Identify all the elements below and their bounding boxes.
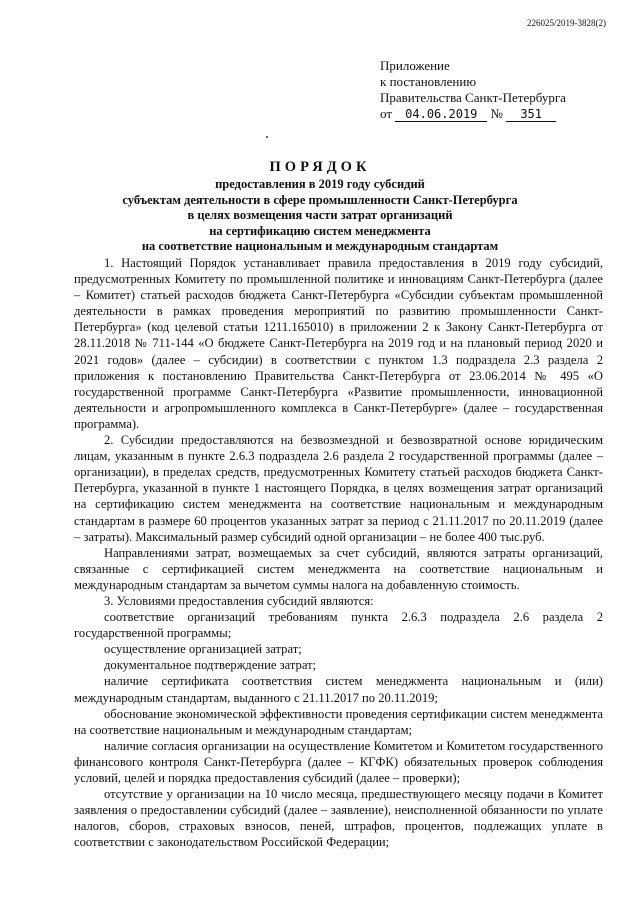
paragraph-11: отсутствие у организации на 10 число месяца, предшествующего месяцу подачи в Комитет заявления о предоставлении субсидий (далее – заявление), неисполненной обязанности по уплате налогов, сборов, страховых взносов, пеней, штрафов, процентов, подлежащих уплате в соответствии с законодательством Российской Федерации; [74, 787, 603, 850]
title-sub-line-5: на соответствие национальным и международным стандартам [141, 239, 499, 253]
paragraph-3: Направлениями затрат, возмещаемых за счет субсидий, являются затраты организаций, связанные с сертификацией систем менеджмента на соответствие национальным и международным стандартам за вычетом суммы налога на добавленную стоимость. [74, 545, 603, 592]
paragraph-5: соответствие организаций требованиям пункта 2.6.3 подраздела 2.6 раздела 2 государственной программы; [74, 610, 603, 641]
paragraph-10: наличие согласия организации на осуществление Комитетом и Комитетом государственного финансового контроля Санкт-Петербурга (далее – КГФК) обязательных проверок соблюдения условий, целей и порядка предоставления субсидий (далее – проверки); [74, 738, 603, 785]
title-sub-line-2: субъектам деятельности в сфере промышленности Санкт-Петербурга [122, 192, 518, 207]
decree-date: 04.06.2019 [395, 107, 487, 122]
paragraph-6: осуществление организацией затрат; [104, 642, 302, 657]
title-main: ПОРЯДОК [269, 159, 371, 175]
paragraph-1: 1. Настоящий Порядок устанавливает правила предоставления в 2019 году субсидий, предусмотренных Комитету по промышленной политике и инновациям Санкт-Петербурга (далее – Комитет) статьей расходов бюджета Санкт-Петербурга «Субсидии субъектам промышленной деятельности в рамках проведения мероприятий по развитию промышленности Санкт-Петербурга» (код целевой статьи 1211.165010) в приложении 2 к Закону Санкт-Петербурга от 28.11.2018 № 711-144 «О бюджете Санкт-Петербурга на 2019 год и на плановый период 2020 и 2021 годов» (далее – субсидии) в соответствии с пунктом 1.3 подраздела 2.3 раздела 2 приложения к постановлению Правительства Санкт-Петербурга от 23.06.2014 № 495 «О государственной программе Санкт-Петербурга «Развитие промышленности, инновационной деятельности и агропромышленного комплекса в Санкт-Петербурге» (далее – государственная программа). [74, 256, 603, 431]
document-body [74, 255, 603, 850]
appendix-line-1: Приложение [380, 58, 450, 73]
paragraph-7: документальное подтверждение затрат; [104, 658, 317, 673]
title-sub-line-3: в целях возмещения части затрат организаций [187, 208, 453, 222]
appendix-line-2: к постановлению [380, 74, 477, 89]
document-number: 226025/2019-3828(2) [527, 18, 606, 28]
paragraph-9: обоснование экономической эффективности проведения сертификации систем менеджмента на соответствие национальным и международным стандартам; [74, 706, 603, 737]
title-sub-line-4: на сертификацию систем менеджмента [209, 223, 431, 238]
number-prefix: № [490, 106, 503, 121]
date-prefix: от [380, 106, 393, 121]
appendix-block [380, 58, 566, 122]
appendix-date-line [380, 106, 566, 122]
document-title [40, 157, 600, 255]
paragraph-2: 2. Субсидии предоставляются на безвозмездной и безвозвратной основе юридическим лицам, указанным в пункте 2.6.3 подраздела 2.6 раздела 2 государственной программы (далее – организации), в пределах средств, предусмотренных Комитету статьей расходов бюджета Санкт-Петербурга, указанной в пункте 1 настоящего Порядка, в целях возмещения затрат организаций на сертификацию систем менеджмента на соответствие национальным и международным стандартам в размере 60 процентов указанных затрат за период с 21.11.2017 по 20.11.2019 (далее – затраты). Максимальный размер субсидий одной организации – не более 400 тыс.руб. [74, 433, 603, 544]
title-sub-line-1: предоставления в 2019 году субсидий [215, 177, 425, 191]
appendix-line-3: Правительства Санкт-Петербурга [380, 90, 566, 105]
stray-dot [266, 136, 268, 138]
decree-number: 351 [506, 107, 556, 122]
paragraph-4: 3. Условиями предоставления субсидий являются: [104, 593, 374, 608]
paragraph-8: наличие сертификата соответствия систем менеджмента национальным и (или) международным стандартам, выданного с 21.11.2017 по 20.11.2019; [74, 674, 603, 705]
